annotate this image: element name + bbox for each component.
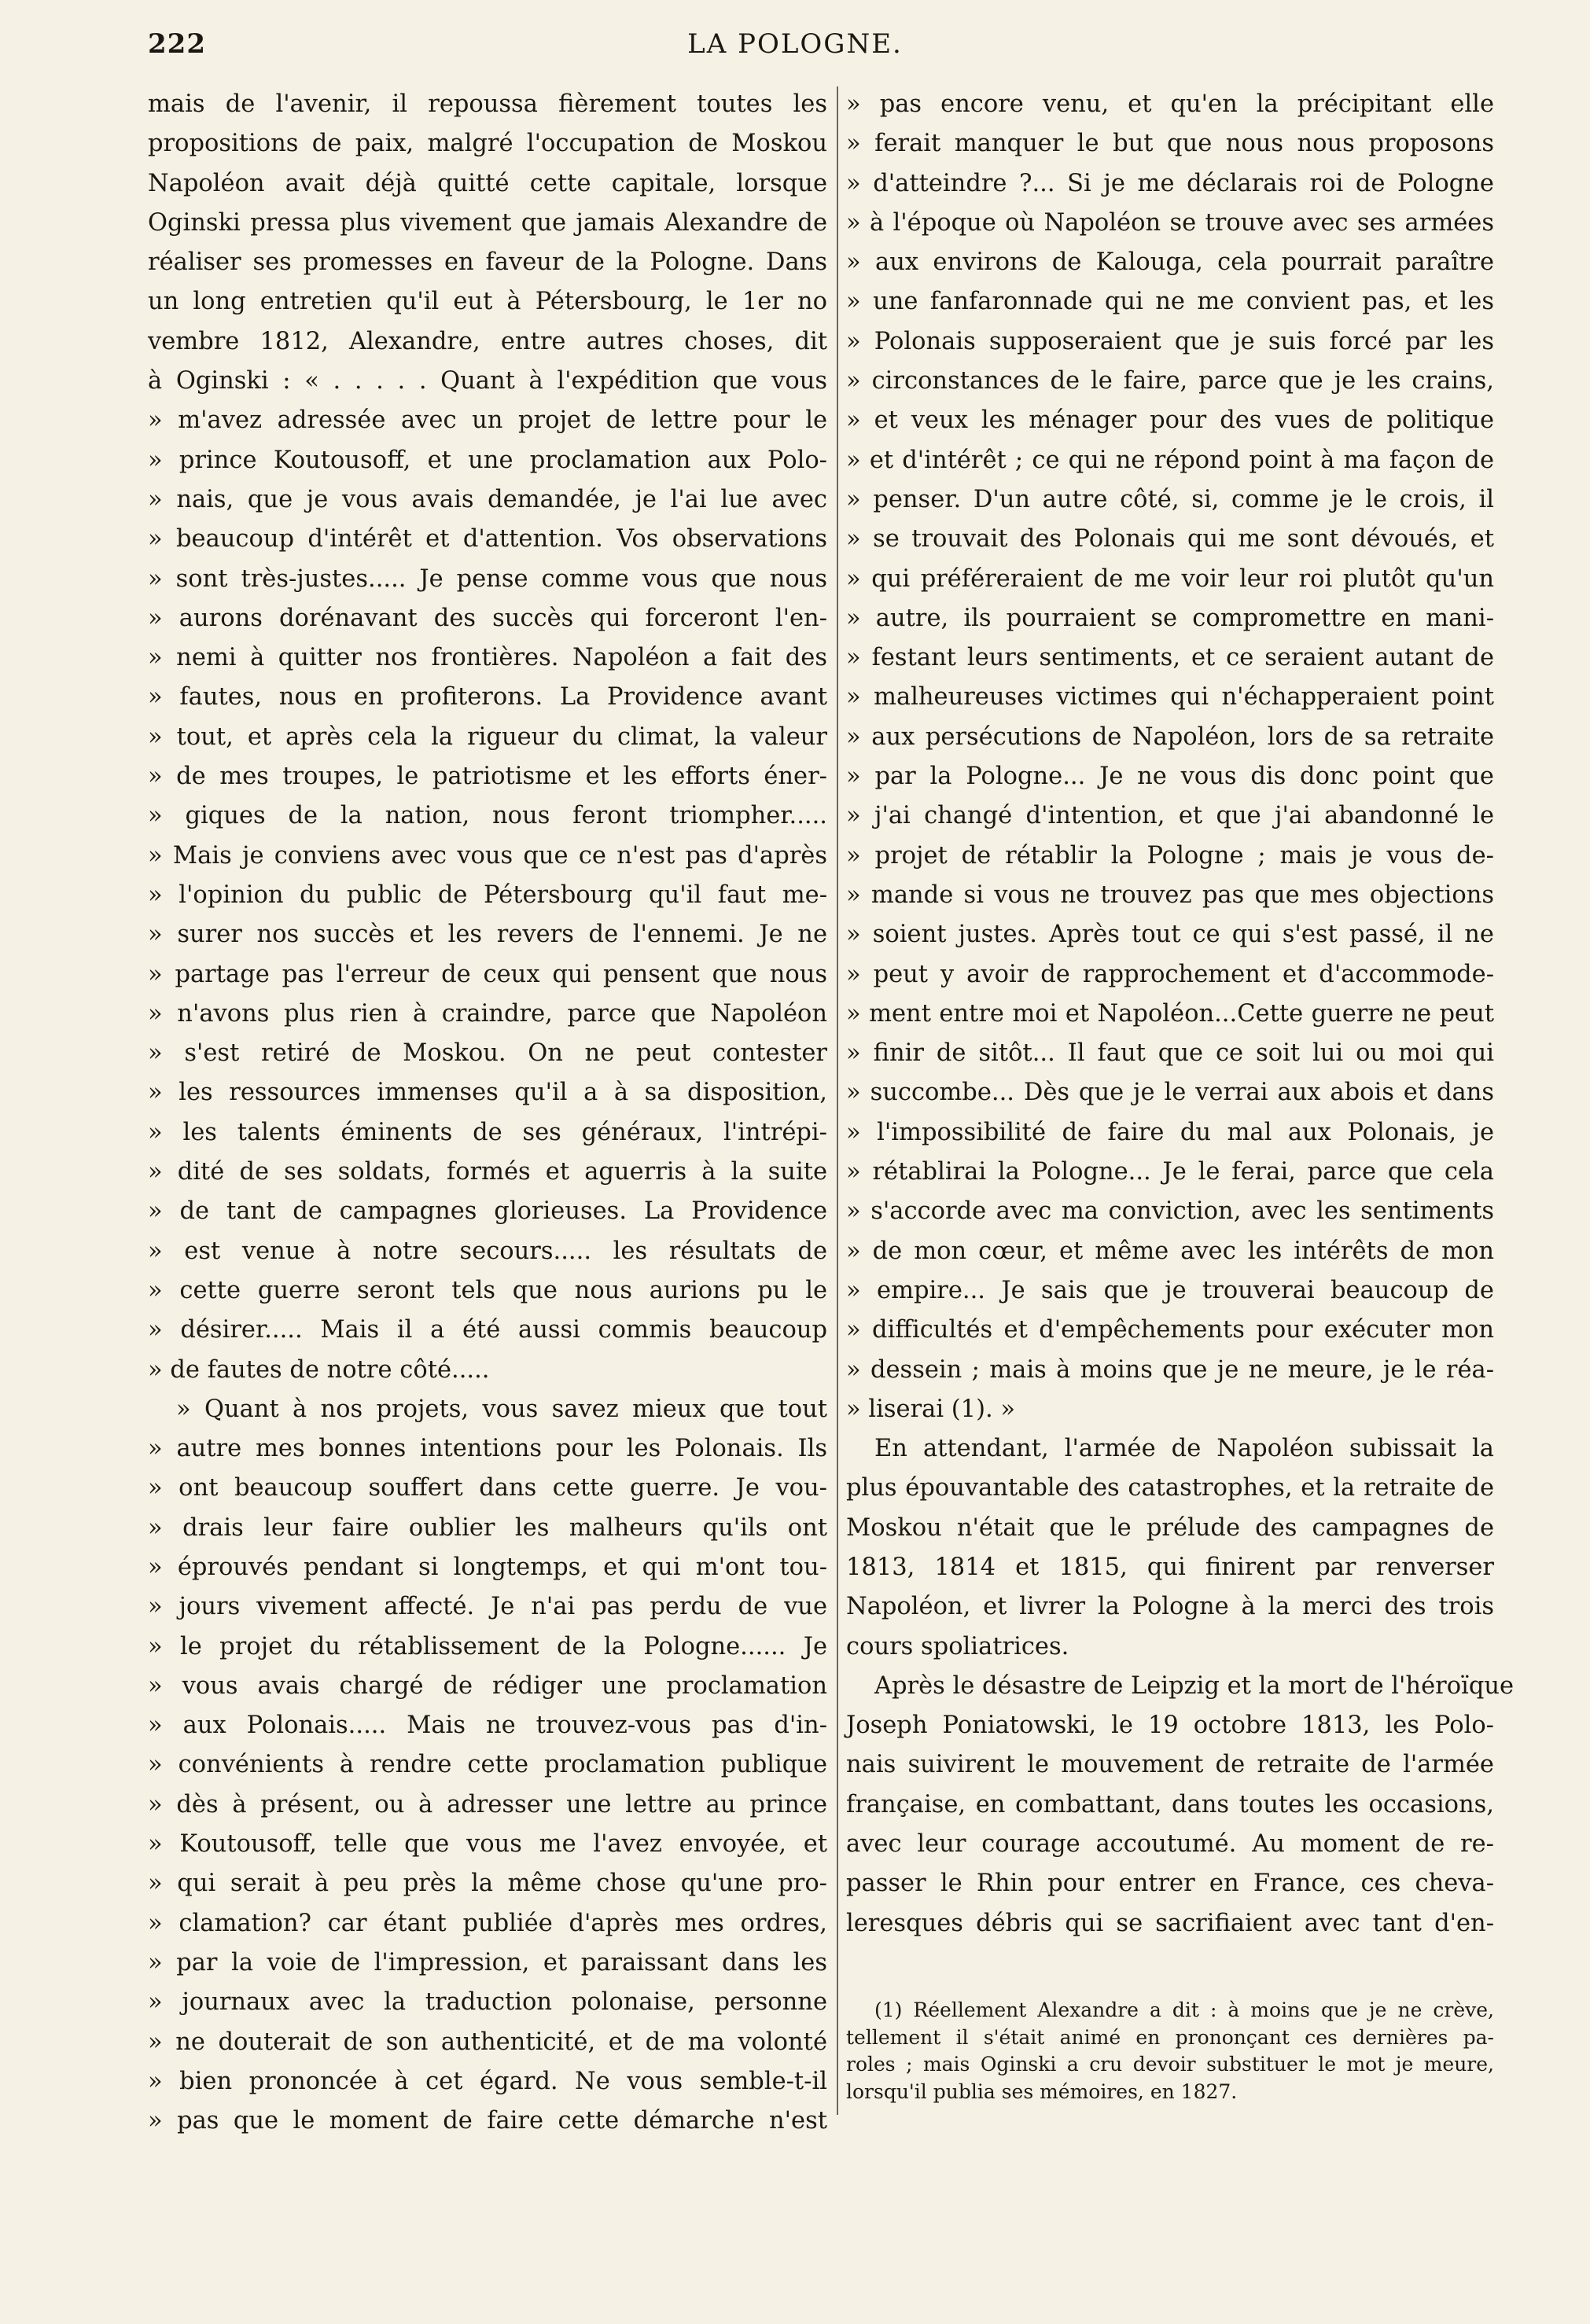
text-line: » drais leur faire oublier les malheurs qu'ils ont [148,1513,827,1542]
text-line: mais de l'avenir, il repoussa fièrement toutes les [148,90,827,118]
text-line: » s'est retiré de Moskou. On ne peut contester [148,1039,827,1068]
text-line: » par la Pologne... Je ne vous dis donc point que [846,763,1494,791]
text-line: » bien prononcée à cet égard. Ne vous semble-t-il [148,2067,827,2095]
text-line: » l'impossibilité de faire du mal aux Polonais, je [846,1118,1494,1146]
text-line: passer le Rhin pour entrer en France, ces cheva- [846,1870,1494,1898]
text-line: » par la voie de l'impression, et paraissant dans les [148,1948,827,1977]
text-line: à Oginski : « . . . . . Quant à l'expédition que vous [148,367,827,395]
text-line: » giques de la nation, nous feront triompher..... [148,802,827,830]
text-line: » projet de rétablir la Pologne ; mais je vous de- [846,841,1494,870]
text-line: » de tant de campagnes glorieuses. La Providence [148,1197,827,1226]
text-line: » dité de ses soldats, formés et aguerris à la suite [148,1158,827,1186]
text-line: » à l'époque où Napoléon se trouve avec ses armées [846,208,1494,237]
text-line: Joseph Poniatowski, le 19 octobre 1813, les Polo- [846,1712,1494,1740]
text-line: » dessein ; mais à moins que je ne meure, je le réa- [846,1355,1494,1384]
text-line: réaliser ses promesses en faveur de la Pologne. Dans [148,248,827,277]
text-line: » les ressources immenses qu'il a à sa disposition, [148,1079,827,1107]
text-line: » aux persécutions de Napoléon, lors de sa retraite [846,723,1494,751]
text-line: Après le désastre de Leipzig et la mort de l'héroïque [874,1671,1515,1700]
text-line: » malheureuses victimes qui n'échapperaient point [846,683,1494,712]
text-line: » succombe... Dès que je le verrai aux abois et dans [846,1079,1494,1107]
text-line: » éprouvés pendant si longtemps, et qui m'ont tou- [148,1553,827,1581]
text-line: » finir de sitôt... Il faut que ce soit lui ou moi qui [846,1039,1494,1068]
text-line: » de fautes de notre côté..... [148,1355,490,1384]
text-line: » d'atteindre ?... Si je me déclarais roi de Pologne [846,169,1494,197]
text-line: » qui préféreraient de me voir leur roi plutôt qu'un [846,564,1494,593]
text-line: » aux Polonais..... Mais ne trouvez-vous pas d'in- [148,1712,827,1740]
text-line: nais suivirent le mouvement de retraite de l'armée [846,1751,1494,1779]
text-line: » festant leurs sentiments, et ce seraient autant de [846,644,1494,672]
text-line: un long entretien qu'il eut à Pétersbourg, le 1er no [148,288,827,316]
text-line: » liserai (1). » [846,1395,1016,1423]
text-line: cours spoliatrices. [846,1632,1069,1660]
text-line: » autre, ils pourraient se compromettre en mani- [846,604,1494,632]
text-line: » se trouvait des Polonais qui me sont dévoués, et [846,525,1494,553]
right-column [846,85,1515,1943]
text-line: » vous avais chargé de rédiger une proclamation [148,1671,827,1700]
text-line: » ne douterait de son authenticité, et de ma volonté [148,2028,827,2056]
footnote [846,1997,1494,2105]
text-line: » mande si vous ne trouvez pas que mes objections [846,881,1494,909]
text-line: » ont beaucoup souffert dans cette guerre. Je vou- [148,1474,827,1502]
text-line: plus épouvantable des catastrophes, et la retraite de [846,1474,1494,1502]
text-line: » est venue à notre secours..... les résultats de [148,1237,827,1265]
text-line: » s'accorde avec ma conviction, avec les sentiments [846,1197,1494,1226]
text-line: Napoléon, et livrer la Pologne à la merci des trois [846,1593,1494,1621]
text-line: française, en combattant, dans toutes les occasions, [846,1790,1494,1818]
text-line: » les talents éminents de ses généraux, l'intrépi- [148,1118,827,1146]
text-line: » beaucoup d'intérêt et d'attention. Vos observations [148,525,827,553]
text-line: » m'avez adressée avec un projet de lettre pour le [148,406,827,435]
text-line: » sont très-justes..... Je pense comme vous que nous [148,564,827,593]
text-line: » difficultés et d'empêchements pour exécuter mon [846,1316,1494,1344]
text-line: » empire... Je sais que je trouverai beaucoup de [846,1276,1494,1304]
text-line: » de mes troupes, le patriotisme et les efforts éner- [148,763,827,791]
text-line: » Koutousoff, telle que vous me l'avez envoyée, et [148,1830,827,1859]
left-column [148,85,827,2141]
text-line: » cette guerre seront tels que nous aurions pu le [148,1276,827,1304]
text-line: » tout, et après cela la rigueur du climat, la valeur [148,723,827,751]
text-line: » fautes, nous en profiterons. La Providence avant [148,683,827,712]
text-line: » convénients à rendre cette proclamation publique [148,1751,827,1779]
text-line: » dès à présent, ou à adresser une lettre au prince [148,1790,827,1818]
text-line: » prince Koutousoff, et une proclamation aux Polo- [148,446,827,474]
text-line: » et veux les ménager pour des vues de politique [846,406,1494,435]
text-line: » Quant à nos projets, vous savez mieux que tout [176,1395,827,1423]
text-line: Napoléon avait déjà quitté cette capitale, lorsque [148,169,827,197]
text-line: » penser. D'un autre côté, si, comme je le crois, il [846,485,1494,513]
text-line: » ferait manquer le but que nous nous proposons [846,130,1494,158]
text-line: » le projet du rétablissement de la Pologne...... Je [148,1632,827,1660]
text-line: » pas que le moment de faire cette démarche n'est [148,2107,827,2135]
text-line: leresques débris qui se sacrifiaient avec tant d'en- [846,1909,1494,1937]
text-line: » une fanfaronnade qui ne me convient pas, et les [846,288,1494,316]
text-line: » nemi à quitter nos frontières. Napoléon a fait des [148,644,827,672]
text-line: Moskou n'était que le prélude des campagnes de [846,1513,1494,1542]
text-line: » soient justes. Après tout ce qui s'est passé, il ne [846,921,1494,949]
column-divider [837,86,838,2115]
text-line: » Mais je conviens avec vous que ce n'est pas d'après [148,841,827,870]
text-line: » j'ai changé d'intention, et que j'ai abandonné le [846,802,1494,830]
page-number: 222 [148,28,206,60]
text-line: vembre 1812, Alexandre, entre autres choses, dit [148,327,827,355]
text-line: En attendant, l'armée de Napoléon subissait la [874,1435,1494,1463]
text-line: » et d'intérêt ; ce qui ne répond point à ma façon de [846,446,1494,474]
footnote-line: tellement il s'était animé en prononçant ces dernières pa- [846,2025,1494,2049]
text-line: » l'opinion du public de Pétersbourg qu'il faut me- [148,881,827,909]
text-line: » peut y avoir de rapprochement et d'accommode- [846,960,1494,988]
text-line: » jours vivement affecté. Je n'ai pas perdu de vue [148,1593,827,1621]
text-line: » de mon cœur, et même avec les intérêts de mon [846,1237,1494,1265]
text-line: » pas encore venu, et qu'en la précipitant elle [846,90,1494,118]
text-line: » nais, que je vous avais demandée, je l'ai lue avec [148,485,827,513]
text-line: » autre mes bonnes intentions pour les Polonais. Ils [148,1435,827,1463]
footnote-line: roles ; mais Oginski a cru devoir substituer le mot je meure, [846,2053,1494,2076]
text-line: » Polonais supposeraient que je suis forcé par les [846,327,1494,355]
text-line: » qui serait à peu près la même chose qu'une pro- [148,1870,827,1898]
footnote-line: (1) Réellement Alexandre a dit : à moins que je ne crève, [874,1999,1494,2021]
text-line: Oginski pressa plus vivement que jamais Alexandre de [148,208,827,237]
text-line: 1813, 1814 et 1815, qui finirent par renverser [846,1553,1494,1581]
text-line: » rétablirai la Pologne... Je le ferai, parce que cela [846,1158,1494,1186]
footnote-line: lorsqu'il publia ses mémoires, en 1827. [846,2079,1238,2103]
text-line: propositions de paix, malgré l'occupation de Moskou [148,130,827,158]
text-line: » aux environs de Kalouga, cela pourrait paraître [846,248,1494,277]
text-line: avec leur courage accoutumé. Au moment de re- [846,1830,1494,1859]
text-line: » ment entre moi et Napoléon...Cette guerre ne peut [846,999,1494,1028]
text-line: » surer nos succès et les revers de l'ennemi. Je ne [148,921,827,949]
text-line: » aurons dorénavant des succès qui forceront l'en- [148,604,827,632]
text-line: » partage pas l'erreur de ceux qui pensent que nous [148,960,827,988]
text-line: » clamation? car étant publiée d'après mes ordres, [148,1909,827,1937]
running-title: LA POLOGNE. [687,28,903,60]
text-line: » désirer..... Mais il a été aussi commis beaucoup [148,1316,827,1344]
text-line: » n'avons plus rien à craindre, parce que Napoléon [148,999,827,1028]
text-line: » journaux avec la traduction polonaise, personne [148,1988,827,2017]
text-line: » circonstances de le faire, parce que je les crains, [846,367,1494,395]
